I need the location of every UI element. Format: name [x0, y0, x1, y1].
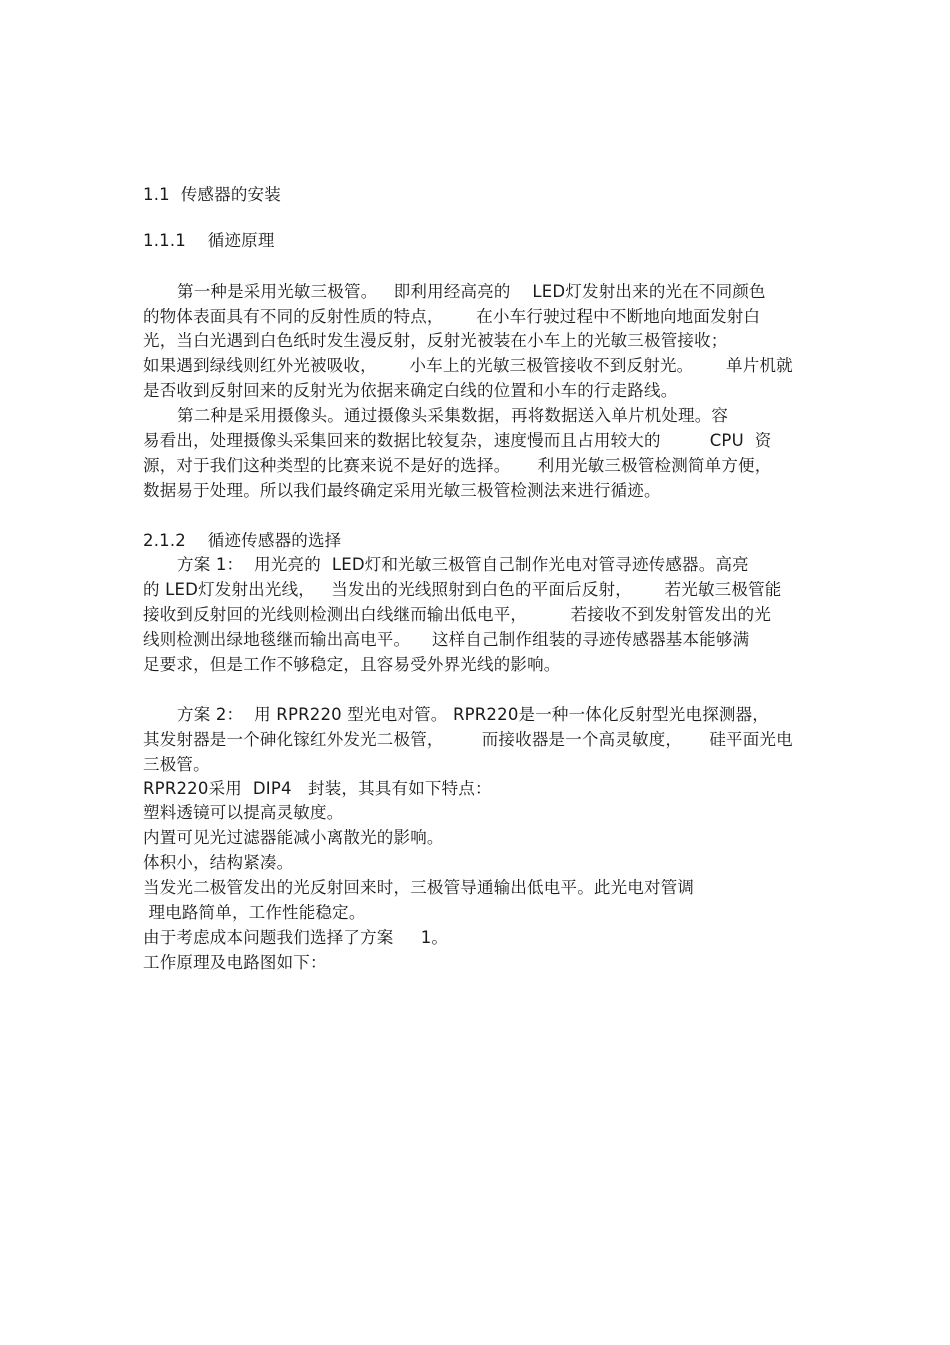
paragraph-3-line-2: 的 LED灯发射出光线， 当发出的光线照射到白色的平面后反射， 若光敏三极管能: [143, 580, 782, 599]
list-line-6: 理电路简单，工作性能稳定。: [143, 903, 366, 922]
list-line-4: 体积小，结构紧凑。: [143, 853, 294, 872]
paragraph-1-line-3: 光，当白光遇到白色纸时发生漫反射，反射光被装在小车上的光敏三极管接收；: [143, 331, 728, 350]
section-heading-1-1-1: 1.1.1 循迹原理: [143, 231, 275, 250]
list-line-8: 工作原理及电路图如下：: [143, 953, 327, 972]
list-line-1: RPR220采用 DIP4 封装，其具有如下特点：: [143, 779, 492, 798]
paragraph-4-line-1: 方案 2： 用 RPR220 型光电对管。 RPR220是一种一体化反射型光电探测器，: [177, 705, 770, 724]
paragraph-1-line-4: 如果遇到绿线则红外光被吸收， 小车上的光敏三极管接收不到反射光。 单片机就: [143, 356, 793, 375]
list-line-3: 内置可见光过滤器能减小离散光的影响。: [143, 828, 444, 847]
paragraph-2-line-4: 数据易于处理。所以我们最终确定采用光敏三极管检测法来进行循迹。: [143, 481, 661, 500]
section-heading-1-1: 1.1 传感器的安装: [143, 185, 281, 204]
paragraph-1-line-1: 第一种是采用光敏三极管。 即利用经高亮的 LED灯发射出来的光在不同颜色: [177, 282, 766, 301]
paragraph-2-line-2: 易看出，处理摄像头采集回来的数据比较复杂，速度慢而且占用较大的 CPU 资: [143, 431, 772, 450]
list-line-5: 当发光二极管发出的光反射回来时，三极管导通输出低电平。此光电对管调: [143, 878, 695, 897]
paragraph-2-line-1: 第二种是采用摄像头。通过摄像头采集数据，再将数据送入单片机处理。容: [177, 406, 729, 425]
paragraph-4-line-3: 三极管。: [143, 755, 210, 774]
paragraph-3-line-5: 足要求，但是工作不够稳定，且容易受外界光线的影响。: [143, 655, 561, 674]
paragraph-1-line-2: 的物体表面具有不同的反射性质的特点， 在小车行驶过程中不断地向地面发射白: [143, 307, 761, 326]
list-line-7: 由于考虑成本问题我们选择了方案 1。: [143, 928, 449, 947]
section-heading-2-1-2: 2.1.2 循迹传感器的选择: [143, 531, 342, 550]
paragraph-3-line-3: 接收到反射回的光线则检测出白线继而输出低电平， 若接收不到发射管发出的光: [143, 605, 772, 624]
list-line-2: 塑料透镜可以提高灵敏度。: [143, 803, 344, 822]
paragraph-1-line-5: 是否收到反射回来的反射光为依据来确定白线的位置和小车的行走路线。: [143, 381, 678, 400]
paragraph-3-line-1: 方案 1： 用光亮的 LED灯和光敏三极管自己制作光电对管寻迹传感器。高亮: [177, 555, 749, 574]
paragraph-4-line-2: 其发射器是一个砷化镓红外发光二极管， 而接收器是一个高灵敏度， 硅平面光电: [143, 730, 793, 749]
paragraph-2-line-3: 源，对于我们这种类型的比赛来说不是好的选择。 利用光敏三极管检测简单方便，: [143, 456, 772, 475]
paragraph-3-line-4: 线则检测出绿地毯继而输出高电平。 这样自己制作组装的寻迹传感器基本能够满: [143, 630, 750, 649]
